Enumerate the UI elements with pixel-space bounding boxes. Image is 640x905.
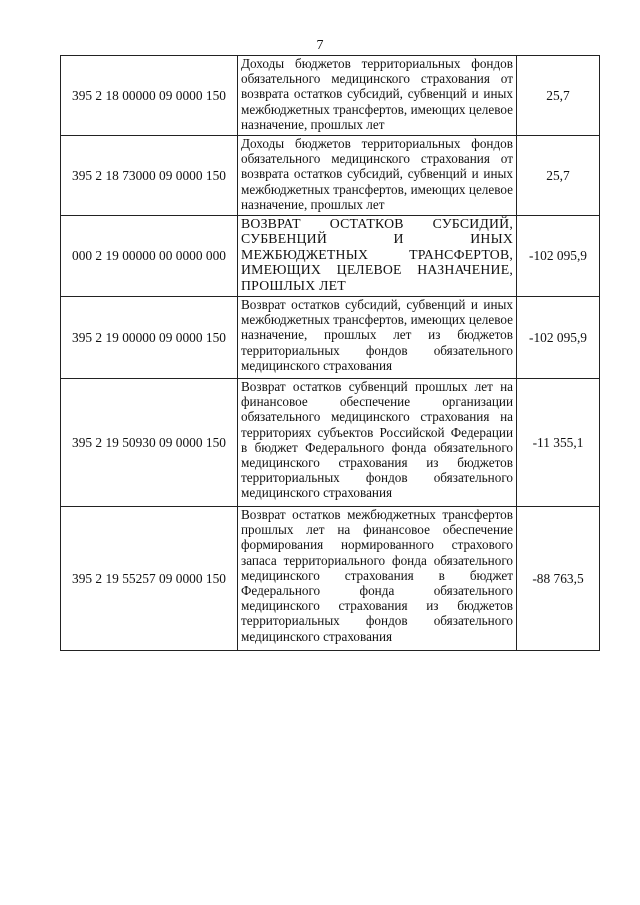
amount-cell: -102 095,9	[517, 216, 600, 297]
amount-cell: 25,7	[517, 56, 600, 136]
income-name-cell: Возврат остатков межбюджетных трансфертов прошлых лет на финансовое обеспечение формирования нормированного страхового запаса территориального фонда обязательного медицинского страхования в бюджет Федерального фонда обязательного медицинского страхования из бюджетов территориальных фондов обязательного медицинского страхования	[238, 507, 517, 651]
income-name-cell: Возврат остатков субсидий, субвенций и иных межбюджетных трансфертов, имеющих целевое назначение, прошлых лет из бюджетов территориальных фондов обязательного медицинского страхования	[238, 297, 517, 379]
amount-cell: -11 355,1	[517, 379, 600, 507]
table-row	[61, 297, 600, 379]
budget-code-cell: 395 2 19 00000 09 0000 150	[61, 297, 238, 379]
income-name-cell: Доходы бюджетов территориальных фондов обязательного медицинского страхования от возврата остатков субсидий, субвенций и иных межбюджетных трансфертов, имеющих целевое назначение, прошлых лет	[238, 56, 517, 136]
budget-code-cell: 395 2 19 50930 09 0000 150	[61, 379, 238, 507]
amount-cell: -88 763,5	[517, 507, 600, 651]
budget-code-cell: 395 2 19 55257 09 0000 150	[61, 507, 238, 651]
income-name-cell: Возврат остатков субвенций прошлых лет на финансовое обеспечение организации обязательного медицинского страхования на территориях субъектов Российской Федерации в бюджет Федерального фонда обязательного медицинского страхования из бюджетов территориальных фондов обязательного медицинского страхования	[238, 379, 517, 507]
income-name-cell: ВОЗВРАТ ОСТАТКОВ СУБСИДИЙ, СУБВЕНЦИЙ И ИНЫХ МЕЖБЮДЖЕТНЫХ ТРАНСФЕРТОВ, ИМЕЮЩИХ ЦЕЛЕВОЕ НАЗНАЧЕНИЕ, ПРОШЛЫХ ЛЕТ	[238, 216, 517, 297]
amount-cell: -102 095,9	[517, 297, 600, 379]
table-row	[61, 136, 600, 216]
income-name-cell: Доходы бюджетов территориальных фондов обязательного медицинского страхования от возврата остатков субсидий, субвенций и иных межбюджетных трансфертов, имеющих целевое назначение, прошлых лет	[238, 136, 517, 216]
table-row	[61, 56, 600, 136]
budget-code-cell: 395 2 18 00000 09 0000 150	[61, 56, 238, 136]
budget-code-cell: 000 2 19 00000 00 0000 000	[61, 216, 238, 297]
table-row	[61, 216, 600, 297]
table-row	[61, 507, 600, 651]
budget-code-cell: 395 2 18 73000 09 0000 150	[61, 136, 238, 216]
table-row	[61, 379, 600, 507]
page-number: 7	[316, 38, 324, 53]
amount-cell: 25,7	[517, 136, 600, 216]
budget-table	[60, 55, 600, 651]
